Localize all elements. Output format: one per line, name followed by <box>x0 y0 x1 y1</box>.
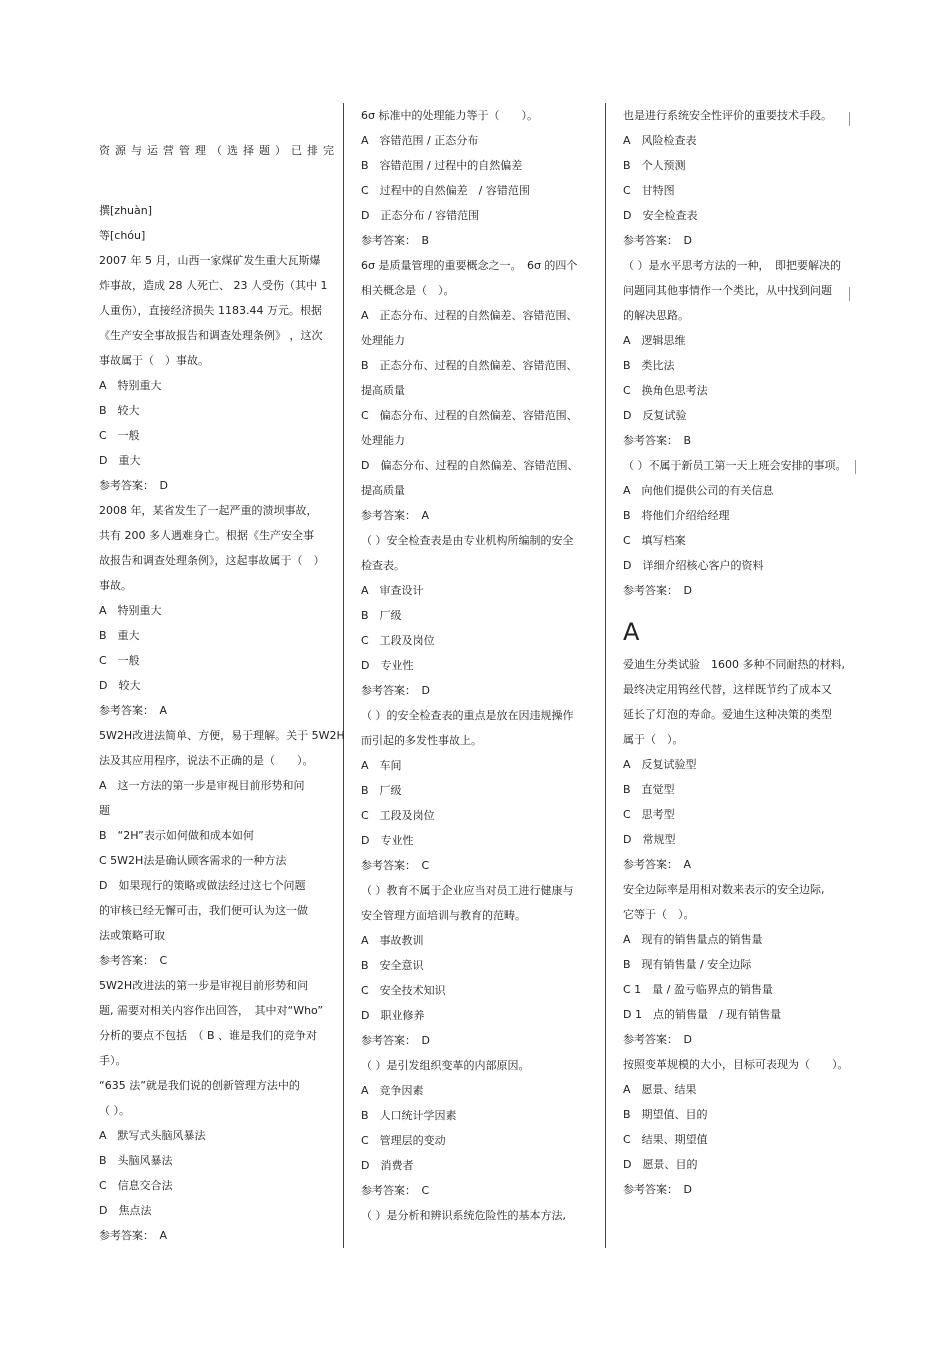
column-2-text-line: B 正态分布、过程的自然偏差、容错范围、 <box>361 359 578 372</box>
column-2-text-line: D 专业性 <box>361 659 414 672</box>
column-3-text-line: B 直觉型 <box>623 783 675 796</box>
column-1-text-line: A 特别重大 <box>99 379 162 392</box>
column-2-text-line: B 厂级 <box>361 609 402 622</box>
column-3-text-line: 它等于（ ）。 <box>623 908 695 921</box>
column-3-text-line: C 甘特图 <box>623 184 675 197</box>
column-1-text-line: 事故。 <box>99 579 132 592</box>
column-1-text-line: 《生产安全事故报告和调查处理条例》 ，这次 <box>99 329 323 342</box>
column-1-text-line: 等[chóu] <box>99 229 146 242</box>
column-2-text-line: C 安全技术知识 <box>361 984 446 997</box>
column-2-text-line: 参考答案： D <box>361 1034 430 1047</box>
column-2-text-line: 处理能力 <box>361 434 405 447</box>
column-1-text-line: 题, 需要对相关内容作出回答， 其中对“Who” <box>99 1004 324 1017</box>
column-2-text-line: C 偏态分布、过程的自然偏差、容错范围、 <box>361 409 578 422</box>
column-3-text-line: D 反复试验 <box>623 409 687 422</box>
column-1-text-line: C 5W2H法是确认顾客需求的一种方法 <box>99 854 287 867</box>
column-2-text-line: 参考答案： D <box>361 684 430 697</box>
column-3-text-line: B 现有销售量 / 安全边际 <box>623 958 752 971</box>
column-2-text-line: A 正态分布、过程的自然偏差、容错范围、 <box>361 309 578 322</box>
column-1-text-line: A 这一方法的第一步是审视目前形势和问 <box>99 779 305 792</box>
column-3-text-line: （ ）是水平思考方法的一种， 即把要解决的 <box>623 259 841 272</box>
column-2-text-line: C 管理层的变动 <box>361 1134 446 1147</box>
column-1-text-line: 2007 年 5 月，山西一家煤矿发生重大瓦斯爆 <box>99 254 321 267</box>
document-title: 资源与运营管理（选择题）已排完 <box>99 144 339 157</box>
column-2-text-line: （ ）安全检查表是由专业机构所编制的安全 <box>361 534 574 547</box>
column-1-text-line: 法及其应用程序，说法不正确的是（ ）。 <box>99 754 314 767</box>
column-2-text-line: A 车间 <box>361 759 402 772</box>
column-3-text-line: B 期望值、目的 <box>623 1108 708 1121</box>
column-2-text-line: C 过程中的自然偏差 / 容错范围 <box>361 184 530 197</box>
column-1-text-line: 分析的要点不包括 （ B 、谁是我们的竞争对 <box>99 1029 318 1042</box>
column-3-text-line: A 愿景、结果 <box>623 1083 697 1096</box>
column-1-text-line: 人重伤），直接经济损失 1183.44 万元。根据 <box>99 304 322 317</box>
column-1-text-line: 参考答案： A <box>99 1229 168 1242</box>
column-3-text-line: A 反复试验型 <box>623 758 697 771</box>
column-1-text-line: D 如果现行的策略或做法经过这七个问题 <box>99 879 306 892</box>
column-1-text-line: 故报告和调查处理条例》，这起事故属于（ ） <box>99 554 325 567</box>
column-3-text-line: （ ）不属于新员工第一天上班会安排的事项。 <box>623 459 847 472</box>
column-3-text-line: D 愿景、目的 <box>623 1158 698 1171</box>
column-1-text-line: 共有 200 多人遇难身亡。根据《生产安全事 <box>99 529 314 542</box>
column-3-text-line: 参考答案： D <box>623 1033 692 1046</box>
column-3-text-line: A 向他们提供公司的有关信息 <box>623 484 774 497</box>
column-1-text-line: D 焦点法 <box>99 1204 152 1217</box>
column-2-text-line: C 工段及岗位 <box>361 809 435 822</box>
column-3-text-line: C 换角色思考法 <box>623 384 708 397</box>
column-3-text-line: 最终决定用钨丝代替，这样既节约了成本又 <box>623 683 832 696</box>
column-3-text-line: C 填写档案 <box>623 534 686 547</box>
column-1-text-line: （ ）。 <box>99 1104 130 1117</box>
column-2-text-line: D 消费者 <box>361 1159 414 1172</box>
column-1-text-line: 法或策略可取 <box>99 929 165 942</box>
column-3-text-line: 参考答案： D <box>623 1183 692 1196</box>
column-2-text-line: B 容错范围 / 过程中的自然偏差 <box>361 159 523 172</box>
column-2-text-line: C 工段及岗位 <box>361 634 435 647</box>
column-1-text-line: A 默写式头脑风暴法 <box>99 1129 206 1142</box>
column-3-text-line: 问题同其他事情作一个类比，从中找到问题 <box>623 284 832 297</box>
column-2-text-line: 6σ 是质量管理的重要概念之一。 6σ 的四个 <box>361 259 578 272</box>
column-3-text-line: 按照变革规模的大小，目标可表现为（ ）。 <box>623 1058 849 1071</box>
column-2-text-line: A 审查设计 <box>361 584 424 597</box>
column-2-text-line: 6σ 标准中的处理能力等于（ ）。 <box>361 109 538 122</box>
column-2-text-line: A 竞争因素 <box>361 1084 424 1097</box>
scan-mark <box>849 112 850 126</box>
column-1-text-line: 撰[zhuàn] <box>99 204 153 217</box>
column-2-text-line: 安全管理方面培训与教育的范畴。 <box>361 909 526 922</box>
column-3-text-line: 参考答案： D <box>623 234 692 247</box>
column-3-text-line: A 逻辑思维 <box>623 334 686 347</box>
column-1-text-line: D 较大 <box>99 679 141 692</box>
column-1-text-line: C 信息交合法 <box>99 1179 173 1192</box>
column-1-text-line: B 头脑风暴法 <box>99 1154 173 1167</box>
column-3-text-line: A 现有的销售量点的销售量 <box>623 933 763 946</box>
column-1-text-line: A 特别重大 <box>99 604 162 617</box>
column-1-text-line: 5W2H改进法的第一步是审视目前形势和问 <box>99 979 309 992</box>
column-2-text-line: （ ）是分析和辨识系统危险性的基本方法, <box>361 1209 566 1222</box>
column-1-text-line: 的审核已经无懈可击，我们便可认为这一做 <box>99 904 308 917</box>
column-3-text-line: D 1 点的销售量 / 现有销售量 <box>623 1008 782 1021</box>
large-letter-a: A <box>623 618 640 646</box>
column-1-text-line: 炸事故，造成 28 人死亡、 23 人受伤（其中 1 <box>99 279 328 292</box>
column-1-text-line: 题 <box>99 804 110 817</box>
column-3-text-line: 安全边际率是用相对数来表示的安全边际, <box>623 883 825 896</box>
column-2-text-line: 参考答案： B <box>361 234 430 247</box>
column-3-text-line: B 个人预测 <box>623 159 686 172</box>
column-2-text-line: A 容错范围 / 正态分布 <box>361 134 479 147</box>
column-2-text-line: 检查表。 <box>361 559 405 572</box>
column-1-text-line: B 较大 <box>99 404 140 417</box>
column-2-text-line: 提高质量 <box>361 384 405 397</box>
column-2-text-line: A 事故教训 <box>361 934 424 947</box>
column-1-text-line: C 一般 <box>99 429 140 442</box>
column-2-text-line: 提高质量 <box>361 484 405 497</box>
column-2-text-line: D 正态分布 / 容错范围 <box>361 209 480 222</box>
column-1-text-line: 参考答案： A <box>99 704 168 717</box>
column-3-text-line: C 1 量 / 盈亏临界点的销售量 <box>623 983 773 996</box>
column-3-text-line: 的解决思路。 <box>623 309 689 322</box>
column-2-text-line: 参考答案： C <box>361 859 430 872</box>
column-1-text-line: “635 法”就是我们说的创新管理方法中的 <box>99 1079 300 1092</box>
column-3-text-line: B 类比法 <box>623 359 675 372</box>
column-3-text-line: 参考答案： D <box>623 584 692 597</box>
column-2-text-line: B 厂级 <box>361 784 402 797</box>
column-1-text-line: 2008 年，某省发生了一起严重的溃坝事故， <box>99 504 318 517</box>
column-3-text-line: D 常规型 <box>623 833 676 846</box>
column-2-text-line: 相关概念是（ ）。 <box>361 284 455 297</box>
column-1-text-line: D 重大 <box>99 454 141 467</box>
column-3-text-line: A 风险检查表 <box>623 134 697 147</box>
scan-mark <box>855 460 856 474</box>
column-2-text-line: 参考答案： A <box>361 509 430 522</box>
column-divider-left <box>343 103 344 1248</box>
column-2-text-line: 而引起的多发性事故上。 <box>361 734 482 747</box>
column-1-text-line: 5W2H改进法简单、方便，易于理解。关于 5W2H <box>99 729 345 742</box>
column-3-text-line: 参考答案： B <box>623 434 692 447</box>
column-2-text-line: （ ）是引发组织变革的内部原因。 <box>361 1059 530 1072</box>
column-3-text-line: 参考答案： A <box>623 858 692 871</box>
column-2-text-line: 参考答案： C <box>361 1184 430 1197</box>
column-3-text-line: 也是进行系统安全性评价的重要技术手段。 <box>623 109 832 122</box>
column-1-text-line: 参考答案： D <box>99 479 168 492</box>
column-2-text-line: （ ）教育不属于企业应当对员工进行健康与 <box>361 884 574 897</box>
column-3-text-line: 爱迪生分类试验 1600 多种不同耐热的材料, <box>623 658 845 671</box>
column-2-text-line: D 职业修养 <box>361 1009 425 1022</box>
column-1-text-line: C 一般 <box>99 654 140 667</box>
column-1-text-line: 参考答案： C <box>99 954 168 967</box>
column-2-text-line: 处理能力 <box>361 334 405 347</box>
column-3-text-line: B 将他们介绍给经理 <box>623 509 730 522</box>
column-2-text-line: B 安全意识 <box>361 959 424 972</box>
column-1-text-line: 手）。 <box>99 1054 127 1067</box>
scan-mark <box>849 287 850 301</box>
column-divider-right <box>605 103 606 1248</box>
column-3-text-line: 属于（ ）。 <box>623 733 684 746</box>
column-1-text-line: B “2H”表示如何做和成本如何 <box>99 829 254 842</box>
column-1-text-line: B 重大 <box>99 629 140 642</box>
column-1-text-line: 事故属于（ ）事故。 <box>99 354 209 367</box>
column-2-text-line: D 专业性 <box>361 834 414 847</box>
column-2-text-line: B 人口统计学因素 <box>361 1109 457 1122</box>
column-2-text-line: （ ）的安全检查表的重点是放在因违规操作 <box>361 709 574 722</box>
column-3-text-line: 延长了灯泡的寿命。爱迪生这种决策的类型 <box>623 708 832 721</box>
column-3-text-line: D 详细介绍核心客户的资料 <box>623 559 764 572</box>
column-3-text-line: C 结果、期望值 <box>623 1133 708 1146</box>
column-2-text-line: D 偏态分布、过程的自然偏差、容错范围、 <box>361 459 579 472</box>
column-3-text-line: C 思考型 <box>623 808 675 821</box>
column-3-text-line: D 安全检查表 <box>623 209 698 222</box>
